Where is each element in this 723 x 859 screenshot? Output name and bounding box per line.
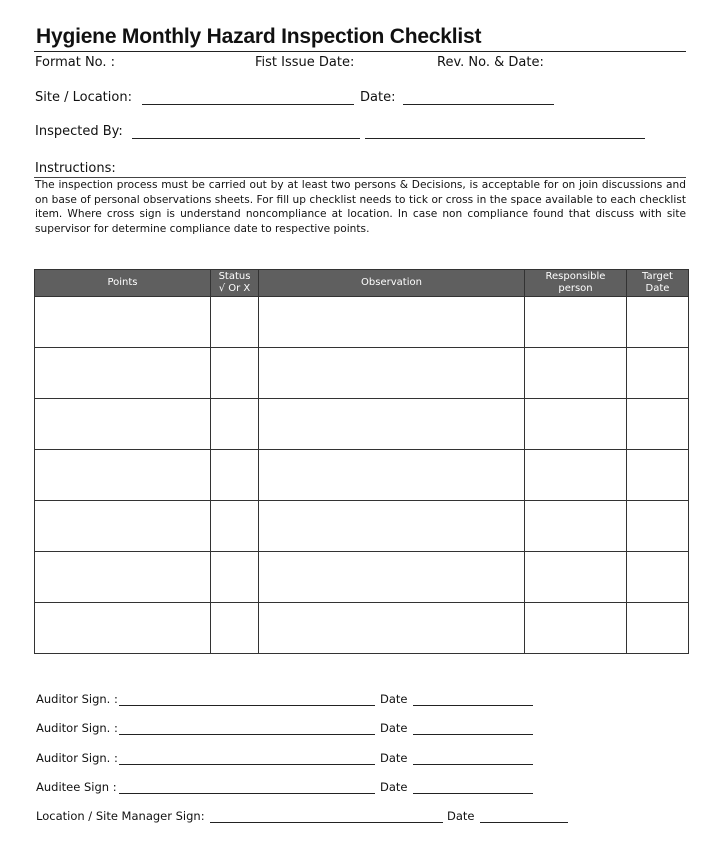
- column-header-responsible-person: Responsible person: [525, 270, 627, 297]
- date-field[interactable]: [413, 705, 533, 706]
- points-cell[interactable]: [35, 399, 211, 450]
- auditee-sign-label: Auditee Sign :: [36, 780, 117, 794]
- first-issue-date-label: Fist Issue Date:: [255, 55, 355, 70]
- table-row: [35, 297, 689, 348]
- target-date-cell[interactable]: [627, 348, 689, 399]
- responsible-person-cell[interactable]: [525, 348, 627, 399]
- site-location-label: Site / Location:: [35, 90, 132, 105]
- column-header-points: Points: [35, 270, 211, 297]
- date-label: Date:: [360, 90, 396, 105]
- status-cell[interactable]: [211, 348, 259, 399]
- responsible-person-cell[interactable]: [525, 501, 627, 552]
- date-field[interactable]: [403, 104, 554, 105]
- instructions-text: The inspection process must be carried out by at least two persons & Decisions, is acceptable for on join discussions and on base of personal observations sheets. For fill up checklist needs to tick or cross in the space available to each checklist item. Where cross sign is understand noncompliance at location. In case non compliance found that discuss with site supervisor for determine compliance date to respective points.: [35, 179, 686, 235]
- date-label: Date: [380, 692, 408, 706]
- inspected-by-field-2[interactable]: [365, 138, 645, 139]
- date-field[interactable]: [480, 822, 568, 823]
- inspected-by-field-1[interactable]: [132, 138, 360, 139]
- rev-no-date-label: Rev. No. & Date:: [437, 55, 544, 70]
- format-no-label: Format No. :: [35, 55, 116, 70]
- responsible-person-cell[interactable]: [525, 297, 627, 348]
- status-cell[interactable]: [211, 399, 259, 450]
- auditor-sign-field-1[interactable]: [119, 705, 375, 706]
- observation-cell[interactable]: [259, 399, 525, 450]
- auditor-sign-label-2: Auditor Sign. :: [36, 721, 118, 735]
- points-cell[interactable]: [35, 450, 211, 501]
- column-header-status: Status √ Or X: [211, 270, 259, 297]
- points-cell[interactable]: [35, 348, 211, 399]
- observation-cell[interactable]: [259, 450, 525, 501]
- date-field[interactable]: [413, 764, 533, 765]
- inspection-table: [34, 269, 689, 654]
- table-row: [35, 552, 689, 603]
- status-cell[interactable]: [211, 450, 259, 501]
- table-row: [35, 501, 689, 552]
- table-row: [35, 399, 689, 450]
- target-date-cell[interactable]: [627, 450, 689, 501]
- site-manager-sign-field[interactable]: [210, 822, 443, 823]
- target-date-cell[interactable]: [627, 399, 689, 450]
- points-cell[interactable]: [35, 603, 211, 654]
- target-date-cell[interactable]: [627, 297, 689, 348]
- observation-cell[interactable]: [259, 501, 525, 552]
- site-manager-sign-label: Location / Site Manager Sign:: [36, 809, 205, 823]
- auditor-sign-field-2[interactable]: [119, 734, 375, 735]
- table-row: [35, 450, 689, 501]
- observation-cell[interactable]: [259, 297, 525, 348]
- auditor-sign-label-1: Auditor Sign. :: [36, 692, 118, 706]
- target-date-cell[interactable]: [627, 603, 689, 654]
- points-cell[interactable]: [35, 501, 211, 552]
- document-title: Hygiene Monthly Hazard Inspection Checklist: [36, 25, 482, 48]
- date-label: Date: [447, 809, 475, 823]
- target-date-cell[interactable]: [627, 501, 689, 552]
- table-header-row: [35, 270, 689, 297]
- site-location-field[interactable]: [142, 104, 354, 105]
- date-field[interactable]: [413, 734, 533, 735]
- points-cell[interactable]: [35, 297, 211, 348]
- table-row: [35, 603, 689, 654]
- status-cell[interactable]: [211, 603, 259, 654]
- status-cell[interactable]: [211, 552, 259, 603]
- instructions-heading: Instructions:: [35, 161, 116, 176]
- column-header-target-date: Target Date: [627, 270, 689, 297]
- observation-cell[interactable]: [259, 348, 525, 399]
- column-header-observation: Observation: [259, 270, 525, 297]
- date-label: Date: [380, 780, 408, 794]
- observation-cell[interactable]: [259, 552, 525, 603]
- auditee-sign-field[interactable]: [119, 793, 375, 794]
- status-cell[interactable]: [211, 297, 259, 348]
- responsible-person-cell[interactable]: [525, 450, 627, 501]
- responsible-person-cell[interactable]: [525, 603, 627, 654]
- target-date-cell[interactable]: [627, 552, 689, 603]
- date-field[interactable]: [413, 793, 533, 794]
- responsible-person-cell[interactable]: [525, 552, 627, 603]
- auditor-sign-label-3: Auditor Sign. :: [36, 751, 118, 765]
- inspected-by-label: Inspected By:: [35, 124, 123, 139]
- table-row: [35, 348, 689, 399]
- date-label: Date: [380, 751, 408, 765]
- status-cell[interactable]: [211, 501, 259, 552]
- auditor-sign-field-3[interactable]: [119, 764, 375, 765]
- observation-cell[interactable]: [259, 603, 525, 654]
- responsible-person-cell[interactable]: [525, 399, 627, 450]
- title-divider: [34, 51, 686, 52]
- date-label: Date: [380, 721, 408, 735]
- points-cell[interactable]: [35, 552, 211, 603]
